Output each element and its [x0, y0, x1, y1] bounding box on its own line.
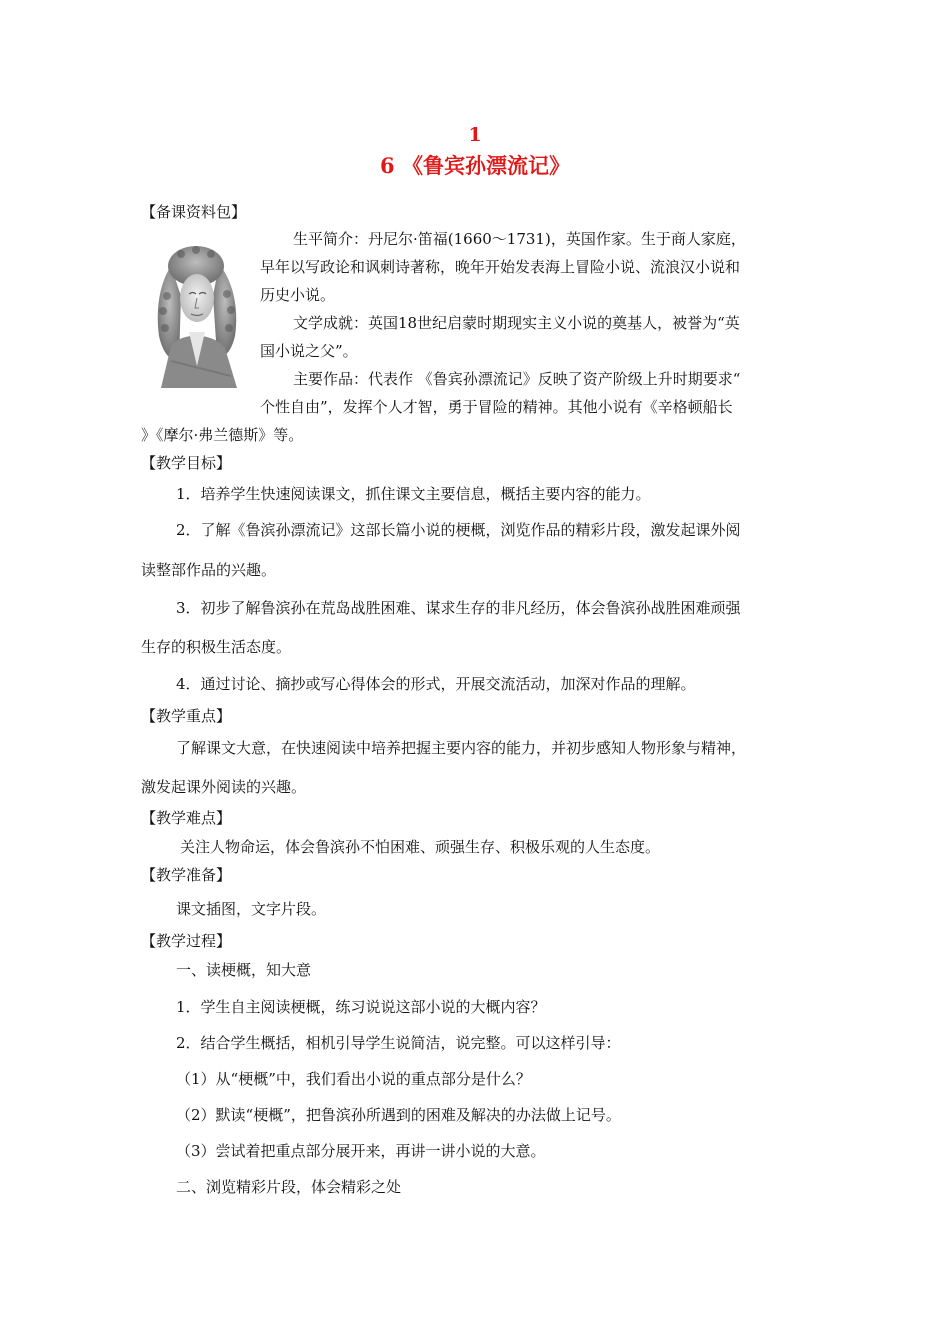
goal-4: 4．通过讨论、摘抄或写心得体会的形式，开展交流活动，加深对作品的理解。 [176, 675, 696, 693]
focus-line-1: 了解课文大意，在快速阅读中培养把握主要内容的能力，并初步感知人物形象与精神， [176, 739, 747, 757]
goal-2-line-1: 2．了解《鲁滨孙漂流记》这部长篇小说的梗概，浏览作品的精彩片段，激发起课外阅 [176, 521, 741, 539]
bio-line-2: 早年以写政论和讽刺诗著称，晚年开始发表海上冒险小说、流浪汉小说和 [260, 258, 741, 276]
goal-2-line-2: 读整部作品的兴趣。 [141, 561, 277, 579]
goal-3-line-1: 3．初步了解鲁滨孙在荒岛战胜困难、谋求生存的非凡经历，体会鲁滨孙战胜困难顽强 [176, 599, 741, 617]
bio-line-1: 生平简介：丹尼尔·笛福(1660～1731)，英国作家。生于商人家庭， [293, 230, 746, 248]
process-question-2: （2）默读“梗概”，把鲁滨孙所遇到的困难及解决的办法做上记号。 [176, 1106, 621, 1124]
process-item-1: 1．学生自主阅读梗概，练习说说这部小说的大概内容？ [176, 998, 546, 1016]
section-heading-prep: 【备课资料包】 [141, 203, 247, 221]
process-step-1: 一、读梗概，知大意 [176, 961, 312, 979]
section-heading-preparation: 【教学准备】 [141, 866, 232, 884]
preparation-line-1: 课文插图，文字片段。 [176, 900, 327, 918]
section-heading-goals: 【教学目标】 [141, 454, 232, 472]
focus-line-2: 激发起课外阅读的兴趣。 [141, 778, 307, 796]
process-question-3: （3）尝试着把重点部分展开来，再讲一讲小说的大意。 [176, 1142, 546, 1160]
page-title: 6 《鲁宾孙漂流记》 [380, 153, 570, 178]
goal-1: 1．培养学生快速阅读课文，抓住课文主要信息，概括主要内容的能力。 [176, 485, 651, 503]
achievement-line-2: 国小说之父”。 [260, 342, 358, 360]
process-step-2: 二、浏览精彩片段，体会精彩之处 [176, 1178, 402, 1196]
section-heading-process: 【教学过程】 [141, 932, 232, 950]
page-number: 1 [468, 124, 482, 146]
works-line-1: 主要作品：代表作 《鲁宾孙漂流记》反映了资产阶级上升时期要求“ [293, 370, 741, 388]
author-portrait-image [141, 236, 253, 388]
section-heading-focus: 【教学重点】 [141, 707, 232, 725]
works-line-2: 个性自由”，发挥个人才智，勇于冒险的精神。其他小说有《辛格顿船长 [260, 398, 733, 416]
bio-line-3: 历史小说。 [260, 286, 336, 304]
process-item-2: 2．结合学生概括，相机引导学生说简洁，说完整。可以这样引导： [176, 1034, 621, 1052]
difficulty-line-1: 关注人物命运，体会鲁滨孙不怕困难、顽强生存、积极乐观的人生态度。 [180, 838, 661, 856]
achievement-line-1: 文学成就：英国18世纪启蒙时期现实主义小说的奠基人，被誉为“英 [293, 314, 740, 332]
section-heading-difficulty: 【教学难点】 [141, 809, 232, 827]
process-question-1: （1）从“梗概”中，我们看出小说的重点部分是什么？ [176, 1070, 531, 1088]
works-line-3: 》《摩尔·弗兰德斯》等。 [141, 426, 304, 444]
goal-3-line-2: 生存的积极生活态度。 [141, 638, 292, 656]
